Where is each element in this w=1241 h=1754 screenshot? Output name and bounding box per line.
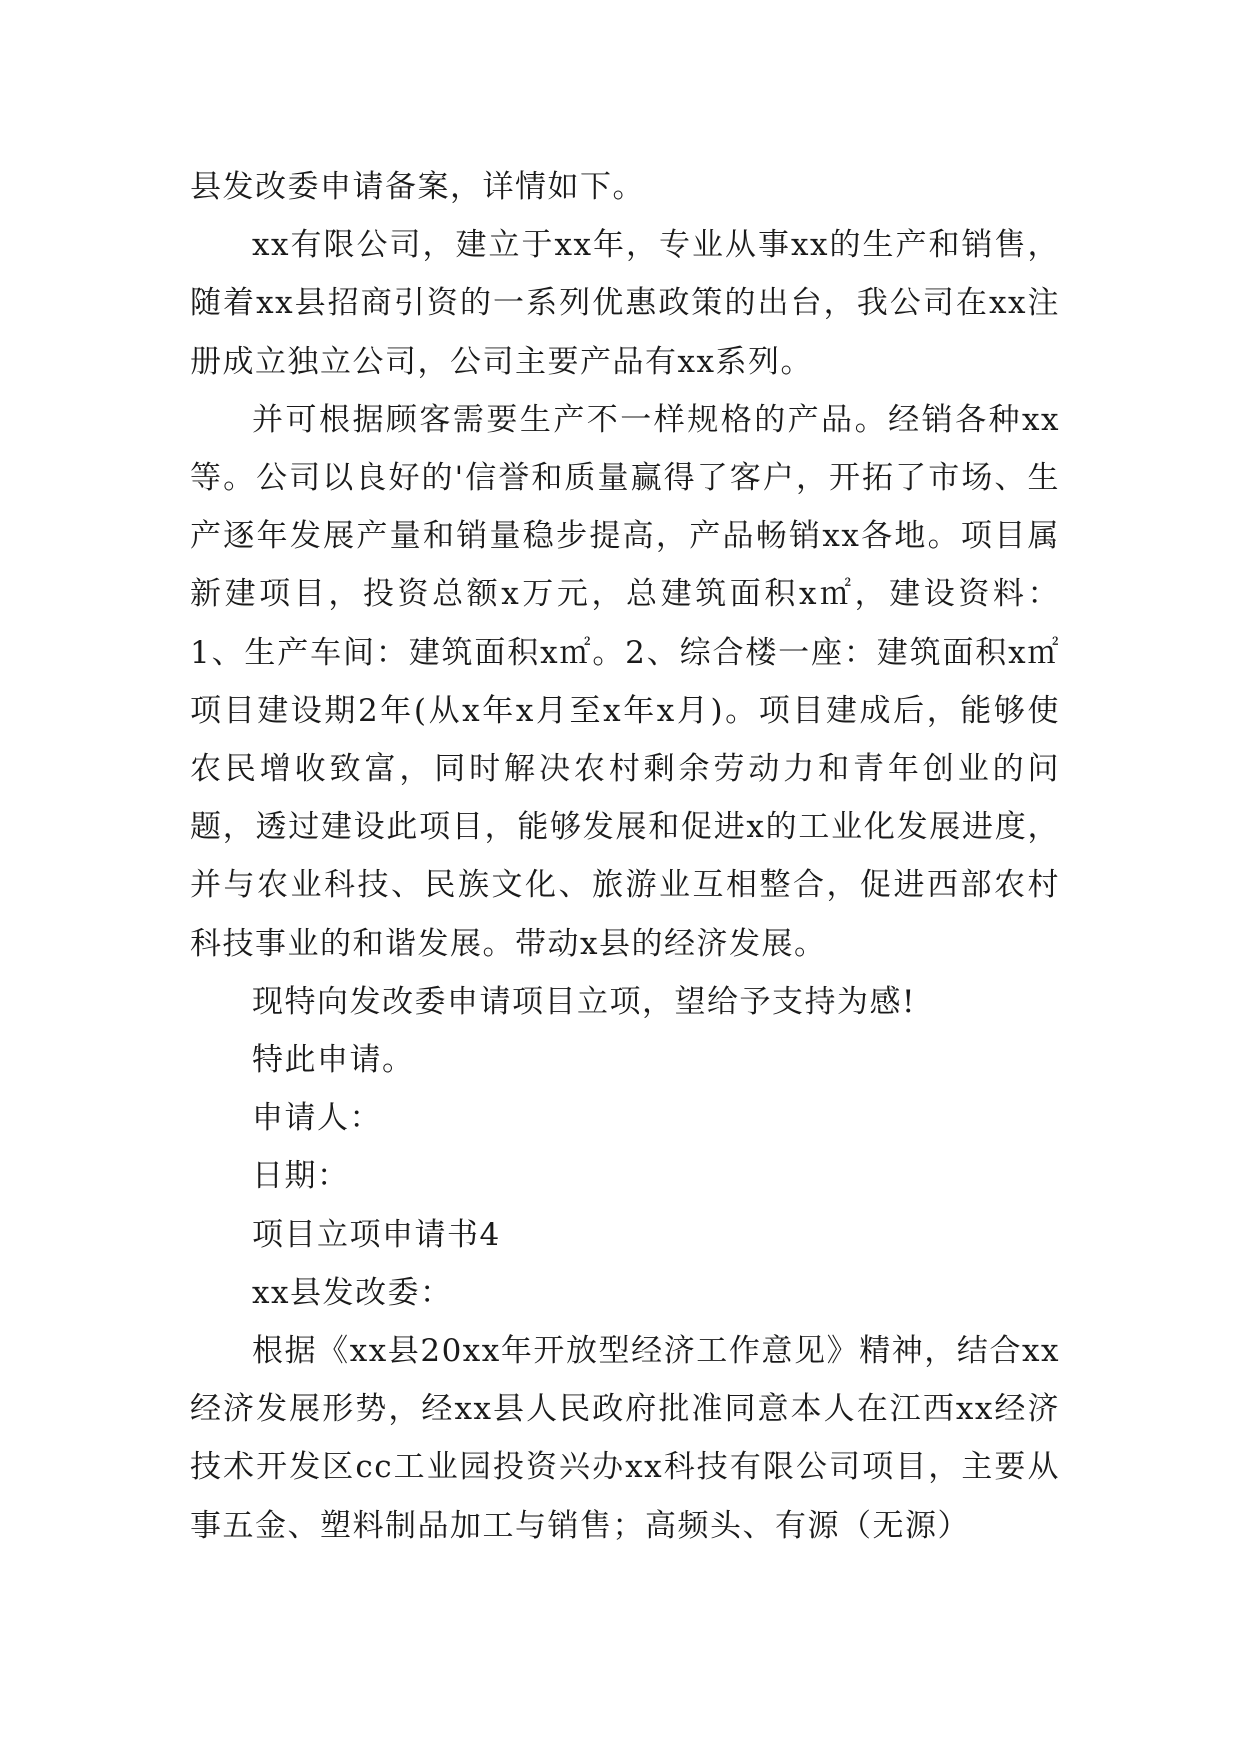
paragraph-closing: 特此申请。 xyxy=(252,1042,415,1079)
paragraph-basis: 根据《xx县20xx年开放型经济工作意见》精神，结合xx经济发展形势，经xx县人民政府批准同意本人在江西xx经济技术开发区cc工业园投资兴办xx科技有限公司项目，主要从事五金、塑料制品加工与销售；高频头、有源（无源） xyxy=(190,1333,1060,1544)
paragraph-filing-intro: 县发改委申请备案，详情如下。 xyxy=(190,169,645,205)
paragraph-company-intro: xx有限公司，建立于xx年，专业从事xx的生产和销售，随着xx县招商引资的一系列优惠政策的出台，我公司在xx注册成立独立公司，公司主要产品有xx系列。 xyxy=(190,227,1060,380)
document-body xyxy=(190,158,1060,1555)
salutation: xx县发改委： xyxy=(252,1274,453,1311)
paragraph-request: 现特向发改委申请项目立项，望给予支持为感! xyxy=(252,983,916,1020)
applicant-label: 申请人： xyxy=(252,1100,382,1137)
date-label: 日期： xyxy=(252,1158,350,1195)
paragraph-project-details: 并可根据顾客需要生产不一样规格的产品。经销各种xx等。公司以良好的'信誉和质量赢得了客户，开拓了市场、生产逐年发展产量和销量稳步提高，产品畅销xx各地。项目属新建项目，投资总额x万元，总建筑面积x㎡，建设资料：1、生产车间：建筑面积x㎡。2、综合楼一座：建筑面积x㎡项目建设期2年(从x年x月至x年x月)。项目建成后，能够使农民增收致富，同时解决农村剩余劳动力和青年创业的问题，透过建设此项目，能够发展和促进x的工业化发展进度，并与农业科技、民族文化、旅游业互相整合，促进西部农村科技事业的和谐发展。带动x县的经济发展。 xyxy=(190,401,1060,962)
section-heading: 项目立项申请书4 xyxy=(252,1216,501,1253)
